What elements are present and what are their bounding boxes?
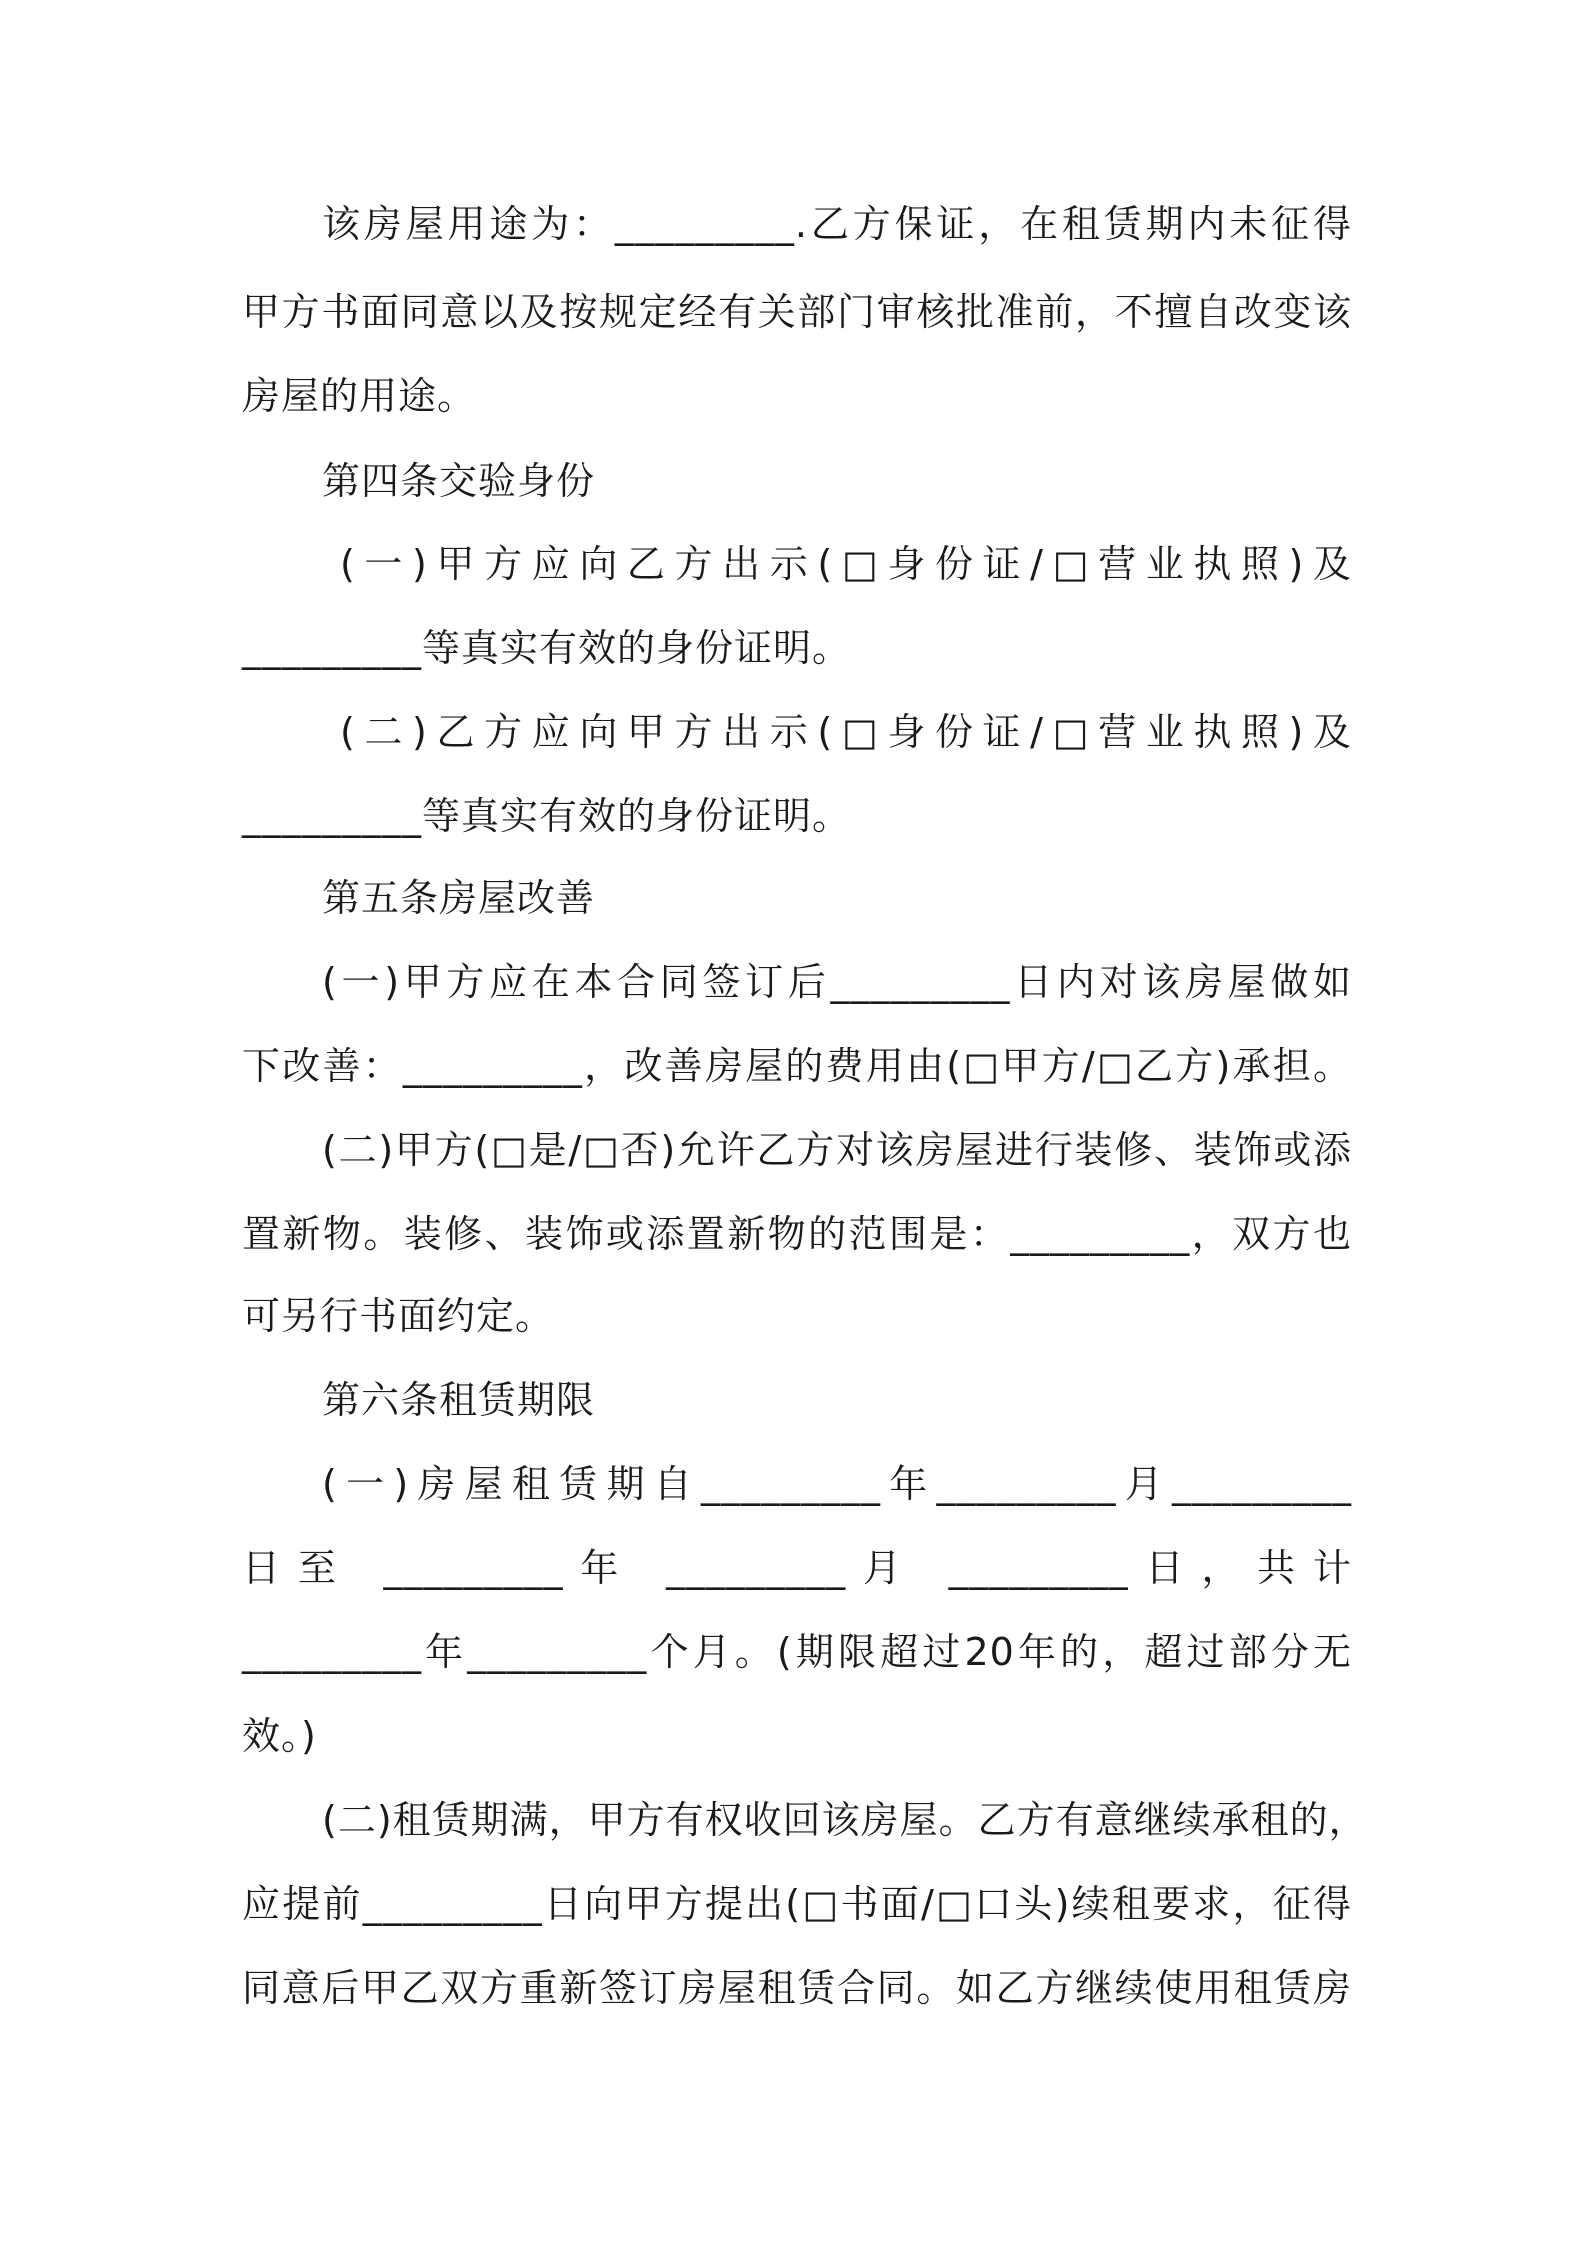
section-heading: 第六条租赁期限 (322, 1378, 596, 1422)
paragraph-line: 该房屋用途为：_________.乙方保证，在租赁期内未征得 (322, 202, 1352, 246)
paragraph-line: (一)甲方应在本合同签订后_________日内对该房屋做如 (322, 960, 1352, 1004)
paragraph-line: _________等真实有效的身份证明。 (242, 794, 852, 838)
paragraph-line: 下改善：_________，改善房屋的费用由(□甲方/□乙方)承担。 (242, 1044, 1352, 1088)
paragraph-line: 置新物。装修、装饰或添置新物的范围是：_________，双方也 (242, 1212, 1352, 1256)
paragraph-line: 效。) (242, 1714, 317, 1758)
paragraph-line: (二)甲方(□是/□否)允许乙方对该房屋进行装修、装饰或添 (322, 1128, 1352, 1172)
paragraph-line: (二)租赁期满，甲方有权收回该房屋。乙方有意继续承租的， (322, 1798, 1368, 1842)
paragraph-line: 同意后甲乙双方重新签订房屋租赁合同。如乙方继续使用租赁房 (242, 1966, 1352, 2010)
paragraph-line: 可另行书面约定。 (242, 1294, 555, 1338)
paragraph-line: 日至 _________年 _________月 _________日，共计 (242, 1546, 1352, 1590)
paragraph-line: (二)乙方应向甲方出示(□身份证/□营业执照)及 (340, 710, 1352, 754)
paragraph-line: (一)甲方应向乙方出示(□身份证/□营业执照)及 (340, 542, 1352, 586)
paragraph-line: 甲方书面同意以及按规定经有关部门审核批准前，不擅自改变该 (242, 290, 1352, 334)
paragraph-line: _________年_________个月。(期限超过20年的，超过部分无 (242, 1630, 1352, 1674)
section-heading: 第五条房屋改善 (322, 876, 596, 920)
section-heading: 第四条交验身份 (322, 459, 596, 503)
paragraph-line: (一)房屋租赁期自_________年_________月_________ (322, 1462, 1352, 1506)
paragraph-line: 应提前_________日向甲方提出(□书面/□口头)续租要求，征得 (242, 1882, 1352, 1926)
paragraph-line: _________等真实有效的身份证明。 (242, 626, 852, 670)
paragraph-line: 房屋的用途。 (242, 374, 477, 418)
